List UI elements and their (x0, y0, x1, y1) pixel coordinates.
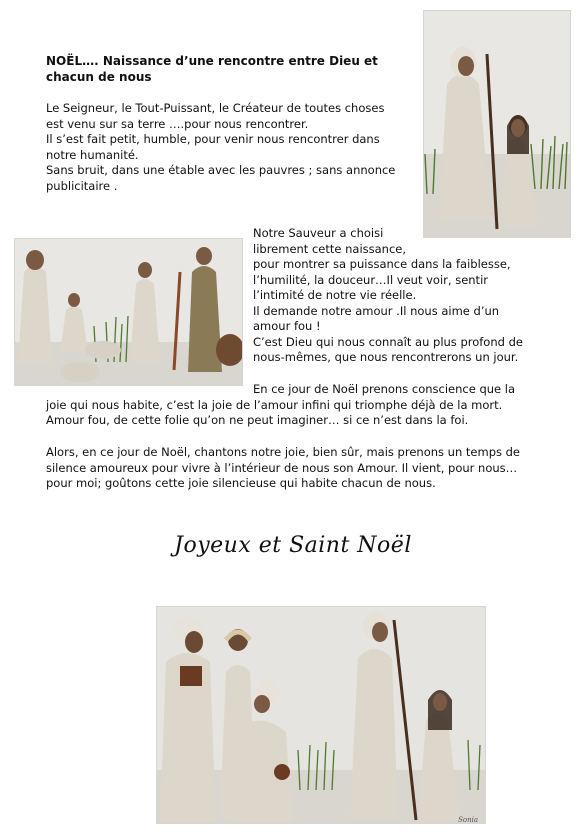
page-title: NOËL…. Naissance d’une rencontre entre Dieu et chacun de nous (46, 54, 378, 84)
text-line: nous-mêmes, que nous rencontrerons un jour. (253, 350, 519, 364)
text-line: est venu sur sa terre ….pour nous rencontrer. (46, 116, 309, 131)
text-line: Alors, en ce jour de Noël, chantons notre joie, bien sûr, mais prenons un temps de (46, 445, 521, 459)
text-line: librement cette naissance, (253, 241, 407, 256)
text-line: C’est Dieu qui nous connaît au plus profond de (253, 334, 523, 349)
photo-magi (150, 600, 492, 830)
text-line: l’intimité de notre vie réelle. (253, 288, 417, 302)
magi-illustration (150, 600, 492, 830)
text-line: publicitaire . (46, 178, 118, 193)
gift-box-icon (180, 666, 202, 686)
photo-nativity-shepherds (8, 232, 249, 392)
text-line: pour moi; goûtons cette joie silencieuse qui habite chacun de nous. (46, 476, 436, 490)
text-line: notre humanité. (46, 147, 139, 162)
text-line: Le Seigneur, le Tout-Puissant, le Créateur de toutes choses (46, 101, 385, 115)
text-line: silence amoureux pour vivre à l’intérieur de nous son Amour. Il vient, pour nous… (46, 460, 518, 475)
paragraph-1 (46, 101, 416, 194)
photo-signature: Sonia (458, 816, 478, 824)
text-line: pour montrer sa puissance dans la faiblesse, (253, 257, 511, 271)
paragraph-4 (46, 445, 576, 492)
sheep-icon (85, 341, 121, 359)
joseph-figure (350, 649, 398, 818)
text-line: Notre Sauveur a choisi (253, 226, 384, 240)
text-line: l’humilité, la douceur…Il veut voir, sentir (253, 272, 488, 287)
greeting-title: Joyeux et Saint Noël (174, 533, 412, 558)
holy-couple-illustration (417, 4, 577, 244)
sheep-icon (60, 362, 100, 382)
text-line: Amour fou, de cette folie qu’on ne peut imaginer… si ce n’est dans la foi. (46, 413, 469, 427)
text-line: Il s’est fait petit, humble, pour venir nous rencontrer dans (46, 132, 380, 146)
text-line: amour fou ! (253, 319, 321, 333)
nativity-shepherds-illustration (8, 232, 249, 392)
donkey-icon (216, 334, 244, 366)
photo-holy-couple (417, 4, 577, 244)
text-line: joie qui nous habite, c’est la joie de l’amour infini qui triomphe déjà de la mort. (46, 397, 503, 412)
text-line: Il demande notre amour .Il nous aime d’un (253, 303, 500, 318)
paragraph-2 (253, 226, 573, 366)
text-line: En ce jour de Noël prenons conscience que la (253, 382, 516, 396)
text-line: Sans bruit, dans une étable avec les pauvres ; sans annonce (46, 163, 396, 177)
